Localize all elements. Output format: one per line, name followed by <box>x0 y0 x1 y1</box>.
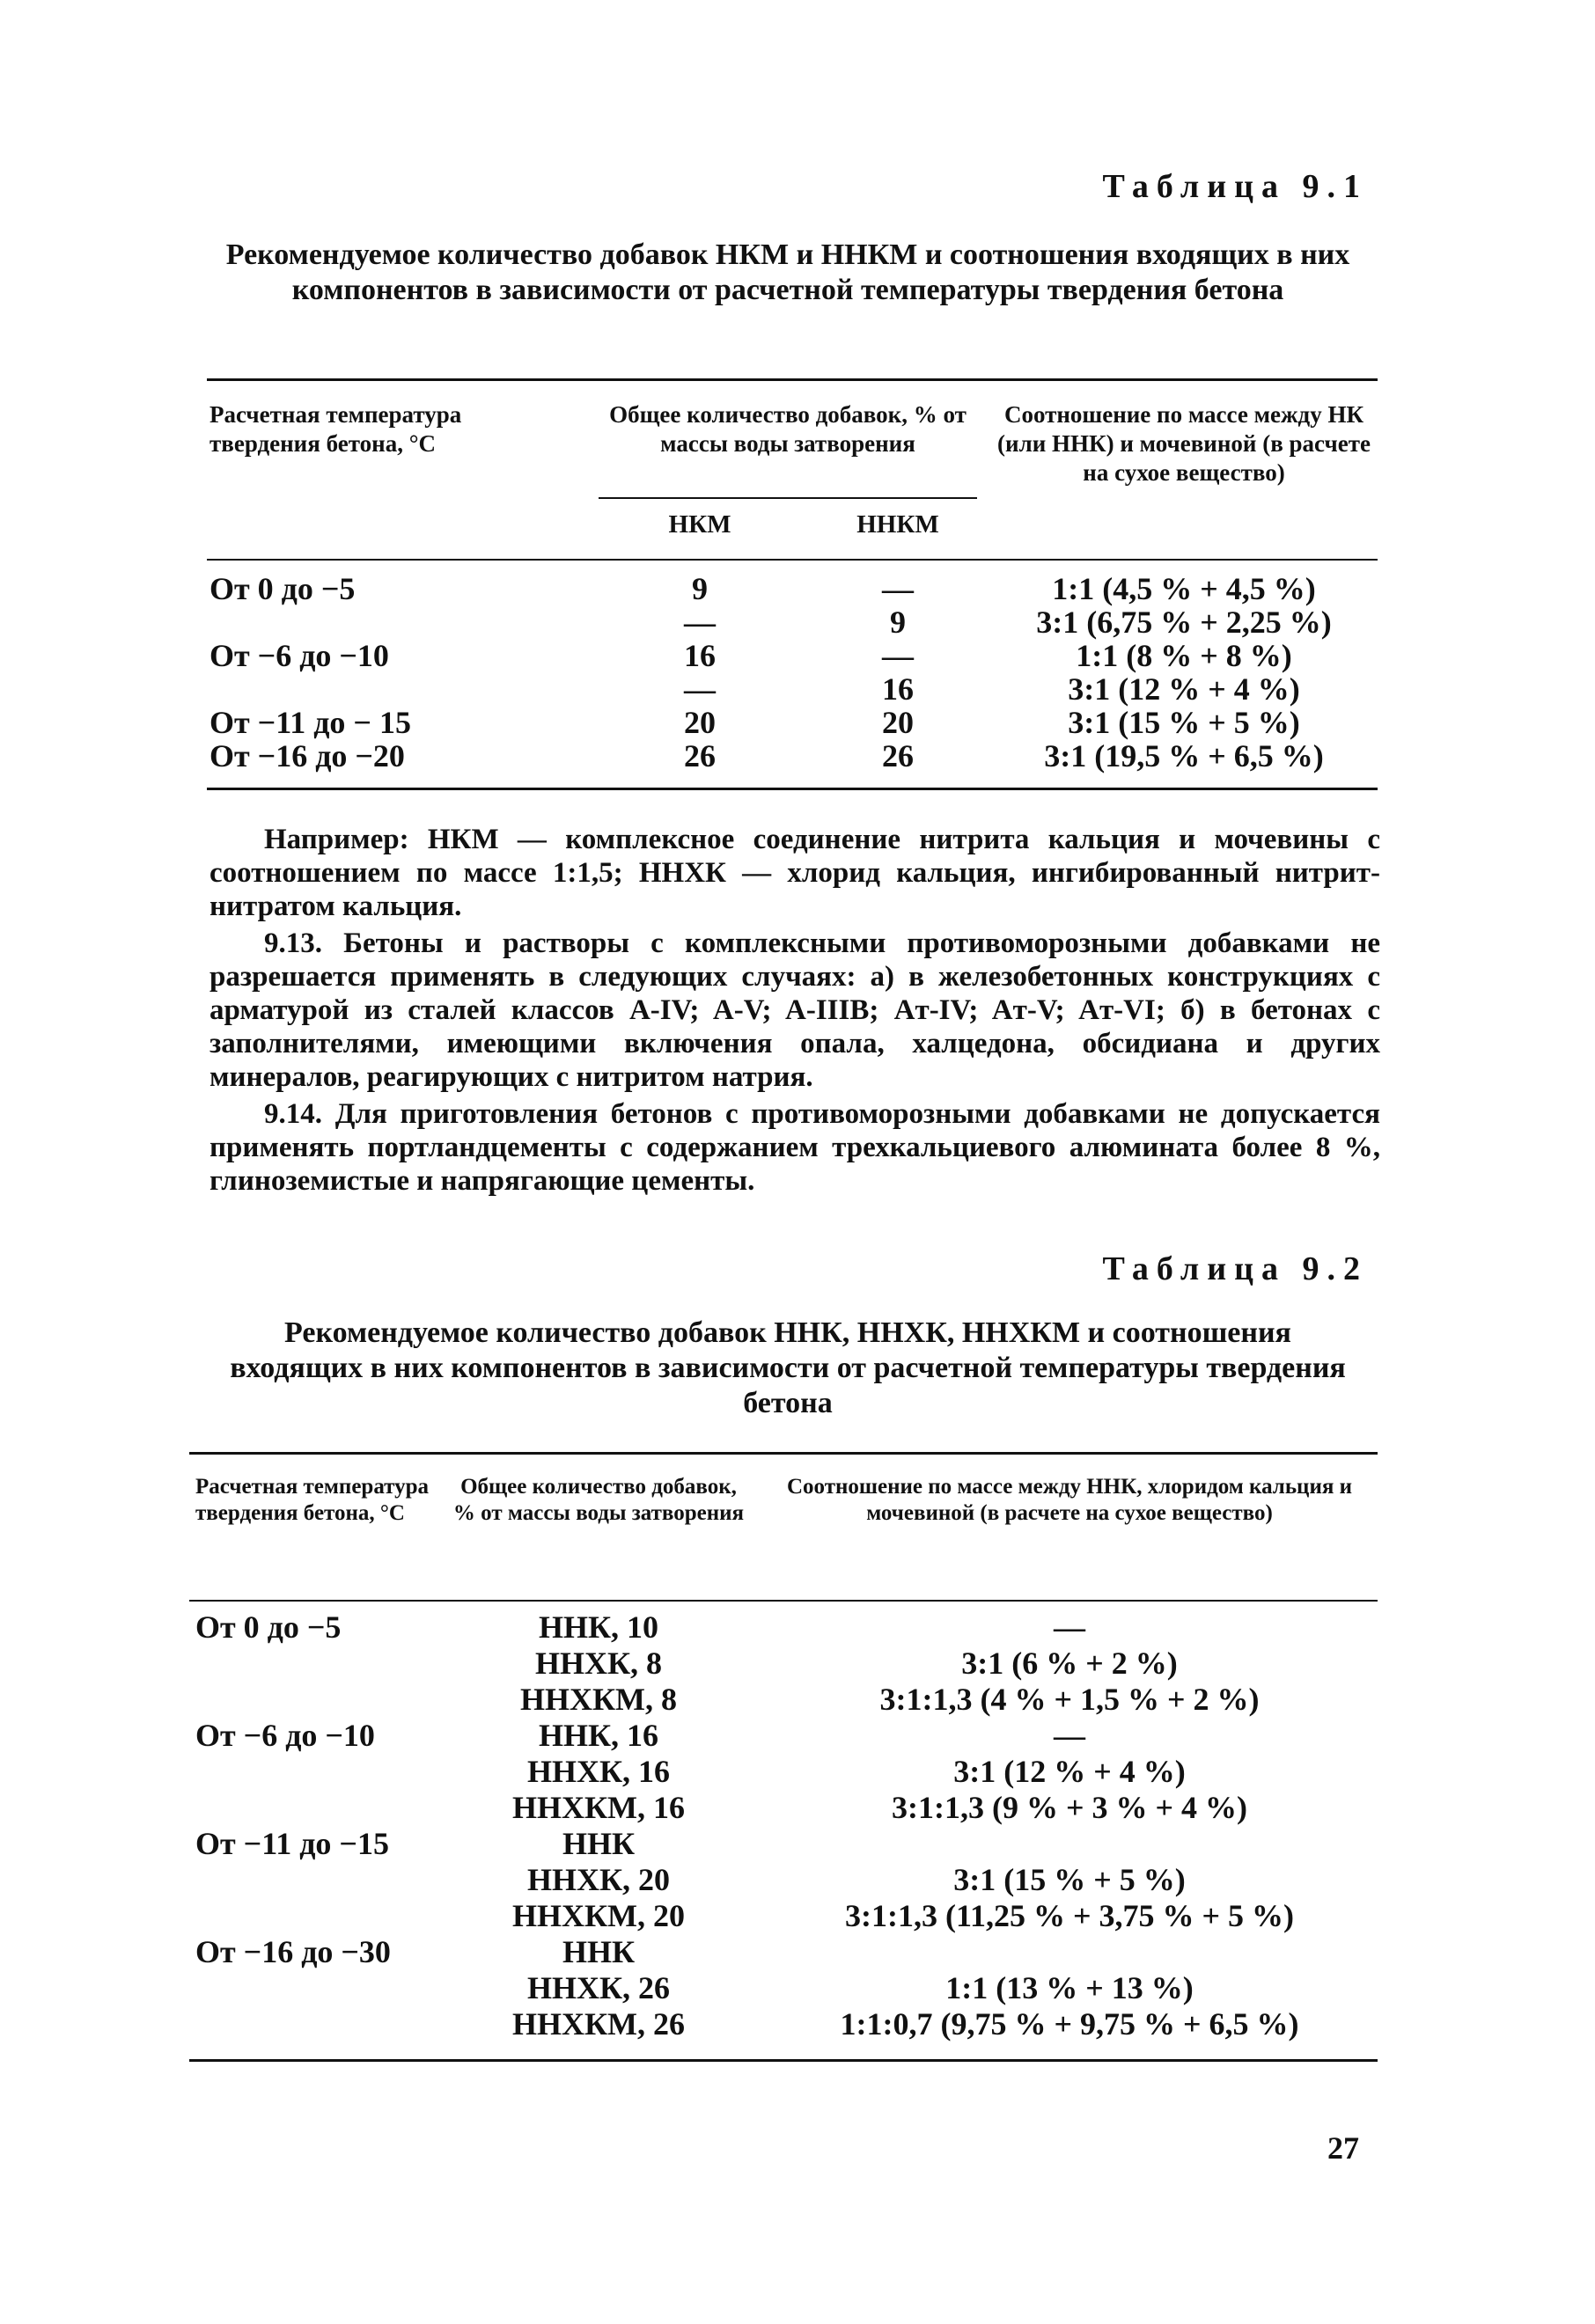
example-paragraph: Например: НКМ — комплексное соединение нитрита кальция и мочевины с соотношением по массе 1:1,5; ННХК — хлорид кальция, ингибированный нитрит-нитратом кальция. <box>209 824 1380 922</box>
temperature-cell: От 0 до −5 <box>209 571 356 606</box>
t1-header-ratio: Соотношение по массе между НК (или ННК) и мочевиной (в расчете на сухое вещество) <box>997 401 1371 486</box>
nnkm-cell: — <box>882 571 914 606</box>
ratio-cell: 1:1 (8 % + 8 %) <box>1076 638 1292 673</box>
ratio-cell: 3:1 (19,5 % + 6,5 %) <box>1044 738 1324 773</box>
total-amount-cell: ННХК, 16 <box>526 1754 671 1789</box>
nkm-cell: 20 <box>684 705 716 740</box>
table-9-2-number: Таблица 9.2 <box>1102 1250 1368 1287</box>
total-amount-cell: ННК, 10 <box>538 1609 659 1645</box>
nnkm-cell: 26 <box>882 738 914 773</box>
t2-header-temp: Расчетная температура твердения бетона, °С <box>195 1475 430 1525</box>
ratio-cell: — <box>1054 1718 1085 1753</box>
ratio-cell: 3:1:1,3 (11,25 % + 3,75 % + 5 %) <box>845 1898 1294 1933</box>
ratio-cell: 3:1 (6 % + 2 %) <box>961 1646 1178 1681</box>
temperature-cell: От 0 до −5 <box>195 1609 342 1645</box>
total-amount-cell: ННХК, 8 <box>534 1646 663 1681</box>
temperature-cell: От −11 до −15 <box>195 1826 389 1861</box>
temperature-cell: От −6 до −10 <box>195 1718 375 1753</box>
total-amount-cell: ННХКМ, 8 <box>519 1682 678 1717</box>
ratio-cell: 3:1:1,3 (4 % + 1,5 % + 2 %) <box>879 1682 1260 1717</box>
t1-header-nnkm: ННКМ <box>856 510 939 539</box>
table-9-2-caption: Рекомендуемое количество добавок ННК, ННХК, ННХКМ и соотношения входящих в них компонентов в зависимости от расчетной температуры твердения бетона <box>230 1316 1346 1419</box>
nnkm-cell: 9 <box>890 605 906 640</box>
table-9-1-top-rule <box>207 378 1378 381</box>
table-9-2-bottom-rule <box>189 2059 1378 2062</box>
total-amount-cell: ННХКМ, 16 <box>511 1790 686 1825</box>
nkm-cell: 9 <box>692 571 708 606</box>
ratio-cell: 3:1 (15 % + 5 %) <box>953 1862 1186 1897</box>
temperature-cell: От −11 до − 15 <box>209 705 411 740</box>
table-9-2-header-rule <box>189 1600 1378 1602</box>
ratio-cell: 3:1:1,3 (9 % + 3 % + 4 %) <box>892 1790 1247 1825</box>
nkm-cell: — <box>684 671 716 707</box>
nnkm-cell: — <box>882 638 914 673</box>
nkm-cell: 26 <box>684 738 716 773</box>
temperature-cell: От −6 до −10 <box>209 638 389 673</box>
ratio-cell: — <box>1054 1609 1085 1645</box>
table-9-1-caption: Рекомендуемое количество добавок НКМ и ННКМ и соотношения входящих в них компонентов в зависимости от расчетной температуры твердения бетона <box>225 238 1350 306</box>
total-amount-cell: ННХКМ, 26 <box>511 2006 686 2042</box>
temperature-cell: От −16 до −20 <box>209 738 405 773</box>
page-number: 27 <box>1327 2130 1359 2166</box>
t1-header-temp: Расчетная температура твердения бетона, °С <box>209 401 462 457</box>
total-amount-cell: ННХК, 26 <box>526 1970 671 2005</box>
nnkm-cell: 16 <box>882 671 914 707</box>
t2-header-ratio: Соотношение по массе между ННК, хлоридом кальция и мочевиной (в расчете на сухое вещество) <box>786 1475 1353 1525</box>
body-text <box>209 823 1380 1198</box>
table-9-1-header-rule <box>207 559 1378 561</box>
temperature-cell: От −16 до −30 <box>195 1934 391 1969</box>
t2-header-total: Общее количество добавок, % от массы воды затворения <box>452 1475 745 1525</box>
ratio-cell: 1:1 (4,5 % + 4,5 %) <box>1052 571 1316 606</box>
total-amount-cell: ННК <box>562 1934 636 1969</box>
total-amount-cell: ННХКМ, 20 <box>511 1898 686 1933</box>
total-amount-cell: ННК <box>562 1826 636 1861</box>
ratio-cell: 1:1 (13 % + 13 %) <box>945 1970 1194 2005</box>
table-9-2-top-rule <box>189 1452 1378 1455</box>
clause-9-14: 9.14. Для приготовления бетонов с противоморозными добавками не допускается применять портландцементы с содержанием трехкальциевого алюмината более 8 %, глиноземистые и напрягающие цементы. <box>209 1098 1380 1197</box>
t1-header-total: Общее количество добавок, % от массы воды затворения <box>609 401 967 457</box>
clause-9-13: 9.13. Бетоны и растворы с комплексными противоморозными добавками не разрешается применять в следующих случаях: а) в железобетонных конструкциях с арматурой из сталей классов A-IV; A-V; A-IIIВ; Aт-IV; Aт-V; Aт-VI; б) в бетонах с заполнителями, имеющими включения опала, халцедона, обсидиана и других минералов, реагирующих с нитритом натрия. <box>209 927 1380 1093</box>
ratio-cell: 1:1:0,7 (9,75 % + 9,75 % + 6,5 %) <box>840 2006 1299 2042</box>
ratio-cell: 3:1 (15 % + 5 %) <box>1068 705 1300 740</box>
t1-header-nkm: НКМ <box>668 510 731 539</box>
table-9-1-number: Таблица 9.1 <box>1102 168 1368 205</box>
total-amount-cell: ННХК, 20 <box>526 1862 671 1897</box>
ratio-cell: 3:1 (6,75 % + 2,25 %) <box>1036 605 1332 640</box>
nkm-cell: 16 <box>684 638 716 673</box>
nkm-cell: — <box>684 605 716 640</box>
t1-header-sub-rule <box>599 497 977 499</box>
nnkm-cell: 20 <box>882 705 914 740</box>
table-9-1-bottom-rule <box>207 788 1378 790</box>
ratio-cell: 3:1 (12 % + 4 %) <box>1068 671 1300 707</box>
total-amount-cell: ННК, 16 <box>538 1718 659 1753</box>
ratio-cell: 3:1 (12 % + 4 %) <box>953 1754 1186 1789</box>
